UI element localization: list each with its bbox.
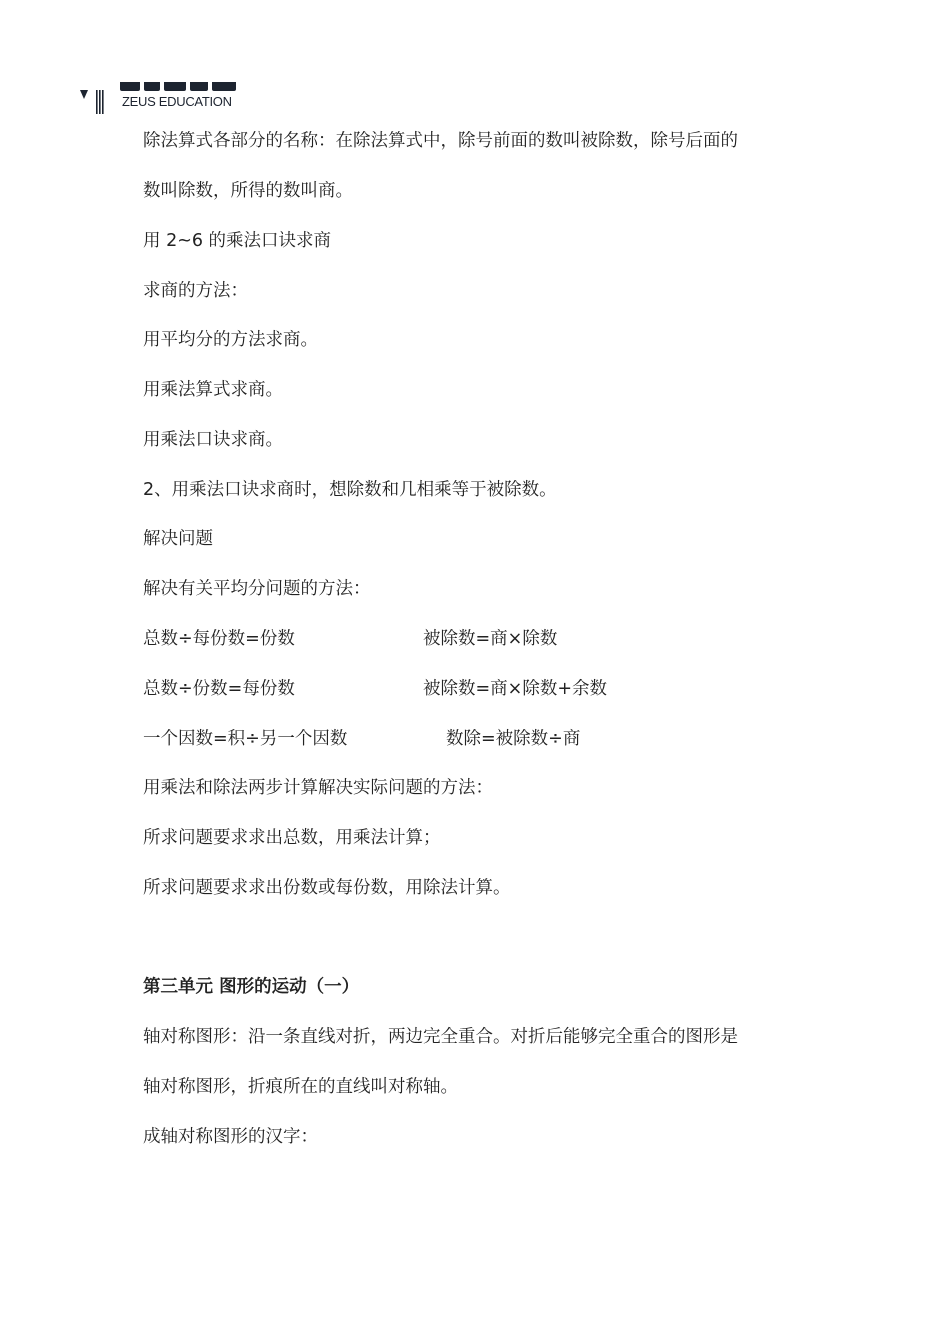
formula-left: 一个因数=积÷另一个因数 xyxy=(143,729,348,749)
formula-left: 总数÷份数=每份数 xyxy=(143,679,295,699)
paragraph-line: 轴对称图形，折痕所在的直线叫对称轴。 xyxy=(143,1077,458,1097)
logo-text: ZEUS EDUCATION xyxy=(122,94,232,109)
paragraph-line: 用 2~6 的乘法口诀求商 xyxy=(143,231,332,251)
logo-mark-icon xyxy=(76,82,106,116)
logo-wordmark-icon xyxy=(120,82,240,91)
formula-left: 总数÷每份数=份数 xyxy=(143,629,295,649)
paragraph-line: 轴对称图形：沿一条直线对折，两边完全重合。对折后能够完全重合的图形是 xyxy=(143,1027,738,1047)
formula-right: 被除数=商×除数 xyxy=(423,629,558,649)
paragraph-line: 2、用乘法口诀求商时，想除数和几相乘等于被除数。 xyxy=(143,480,557,500)
paragraph-line: 所求问题要求求出总数，用乘法计算； xyxy=(143,828,441,848)
paragraph-line: 所求问题要求求出份数或每份数，用除法计算。 xyxy=(143,878,511,898)
paragraph-line: 用乘法算式求商。 xyxy=(143,380,283,400)
paragraph-line: 用乘法和除法两步计算解决实际问题的方法： xyxy=(143,778,493,798)
paragraph-line: 数叫除数，所得的数叫商。 xyxy=(143,181,353,201)
paragraph-line: 用平均分的方法求商。 xyxy=(143,330,318,350)
section-heading: 第三单元 图形的运动（一） xyxy=(143,977,360,997)
formula-right: 数除=被除数÷商 xyxy=(446,729,581,749)
paragraph-line: 解决有关平均分问题的方法： xyxy=(143,579,371,599)
zeus-education-logo xyxy=(76,82,246,116)
paragraph-line: 除法算式各部分的名称：在除法算式中，除号前面的数叫被除数，除号后面的 xyxy=(143,131,738,151)
paragraph-line: 解决问题 xyxy=(143,529,213,549)
paragraph-line: 成轴对称图形的汉字： xyxy=(143,1127,318,1147)
paragraph-line: 用乘法口诀求商。 xyxy=(143,430,283,450)
paragraph-line: 求商的方法： xyxy=(143,281,248,301)
formula-right: 被除数=商×除数+余数 xyxy=(423,679,607,699)
